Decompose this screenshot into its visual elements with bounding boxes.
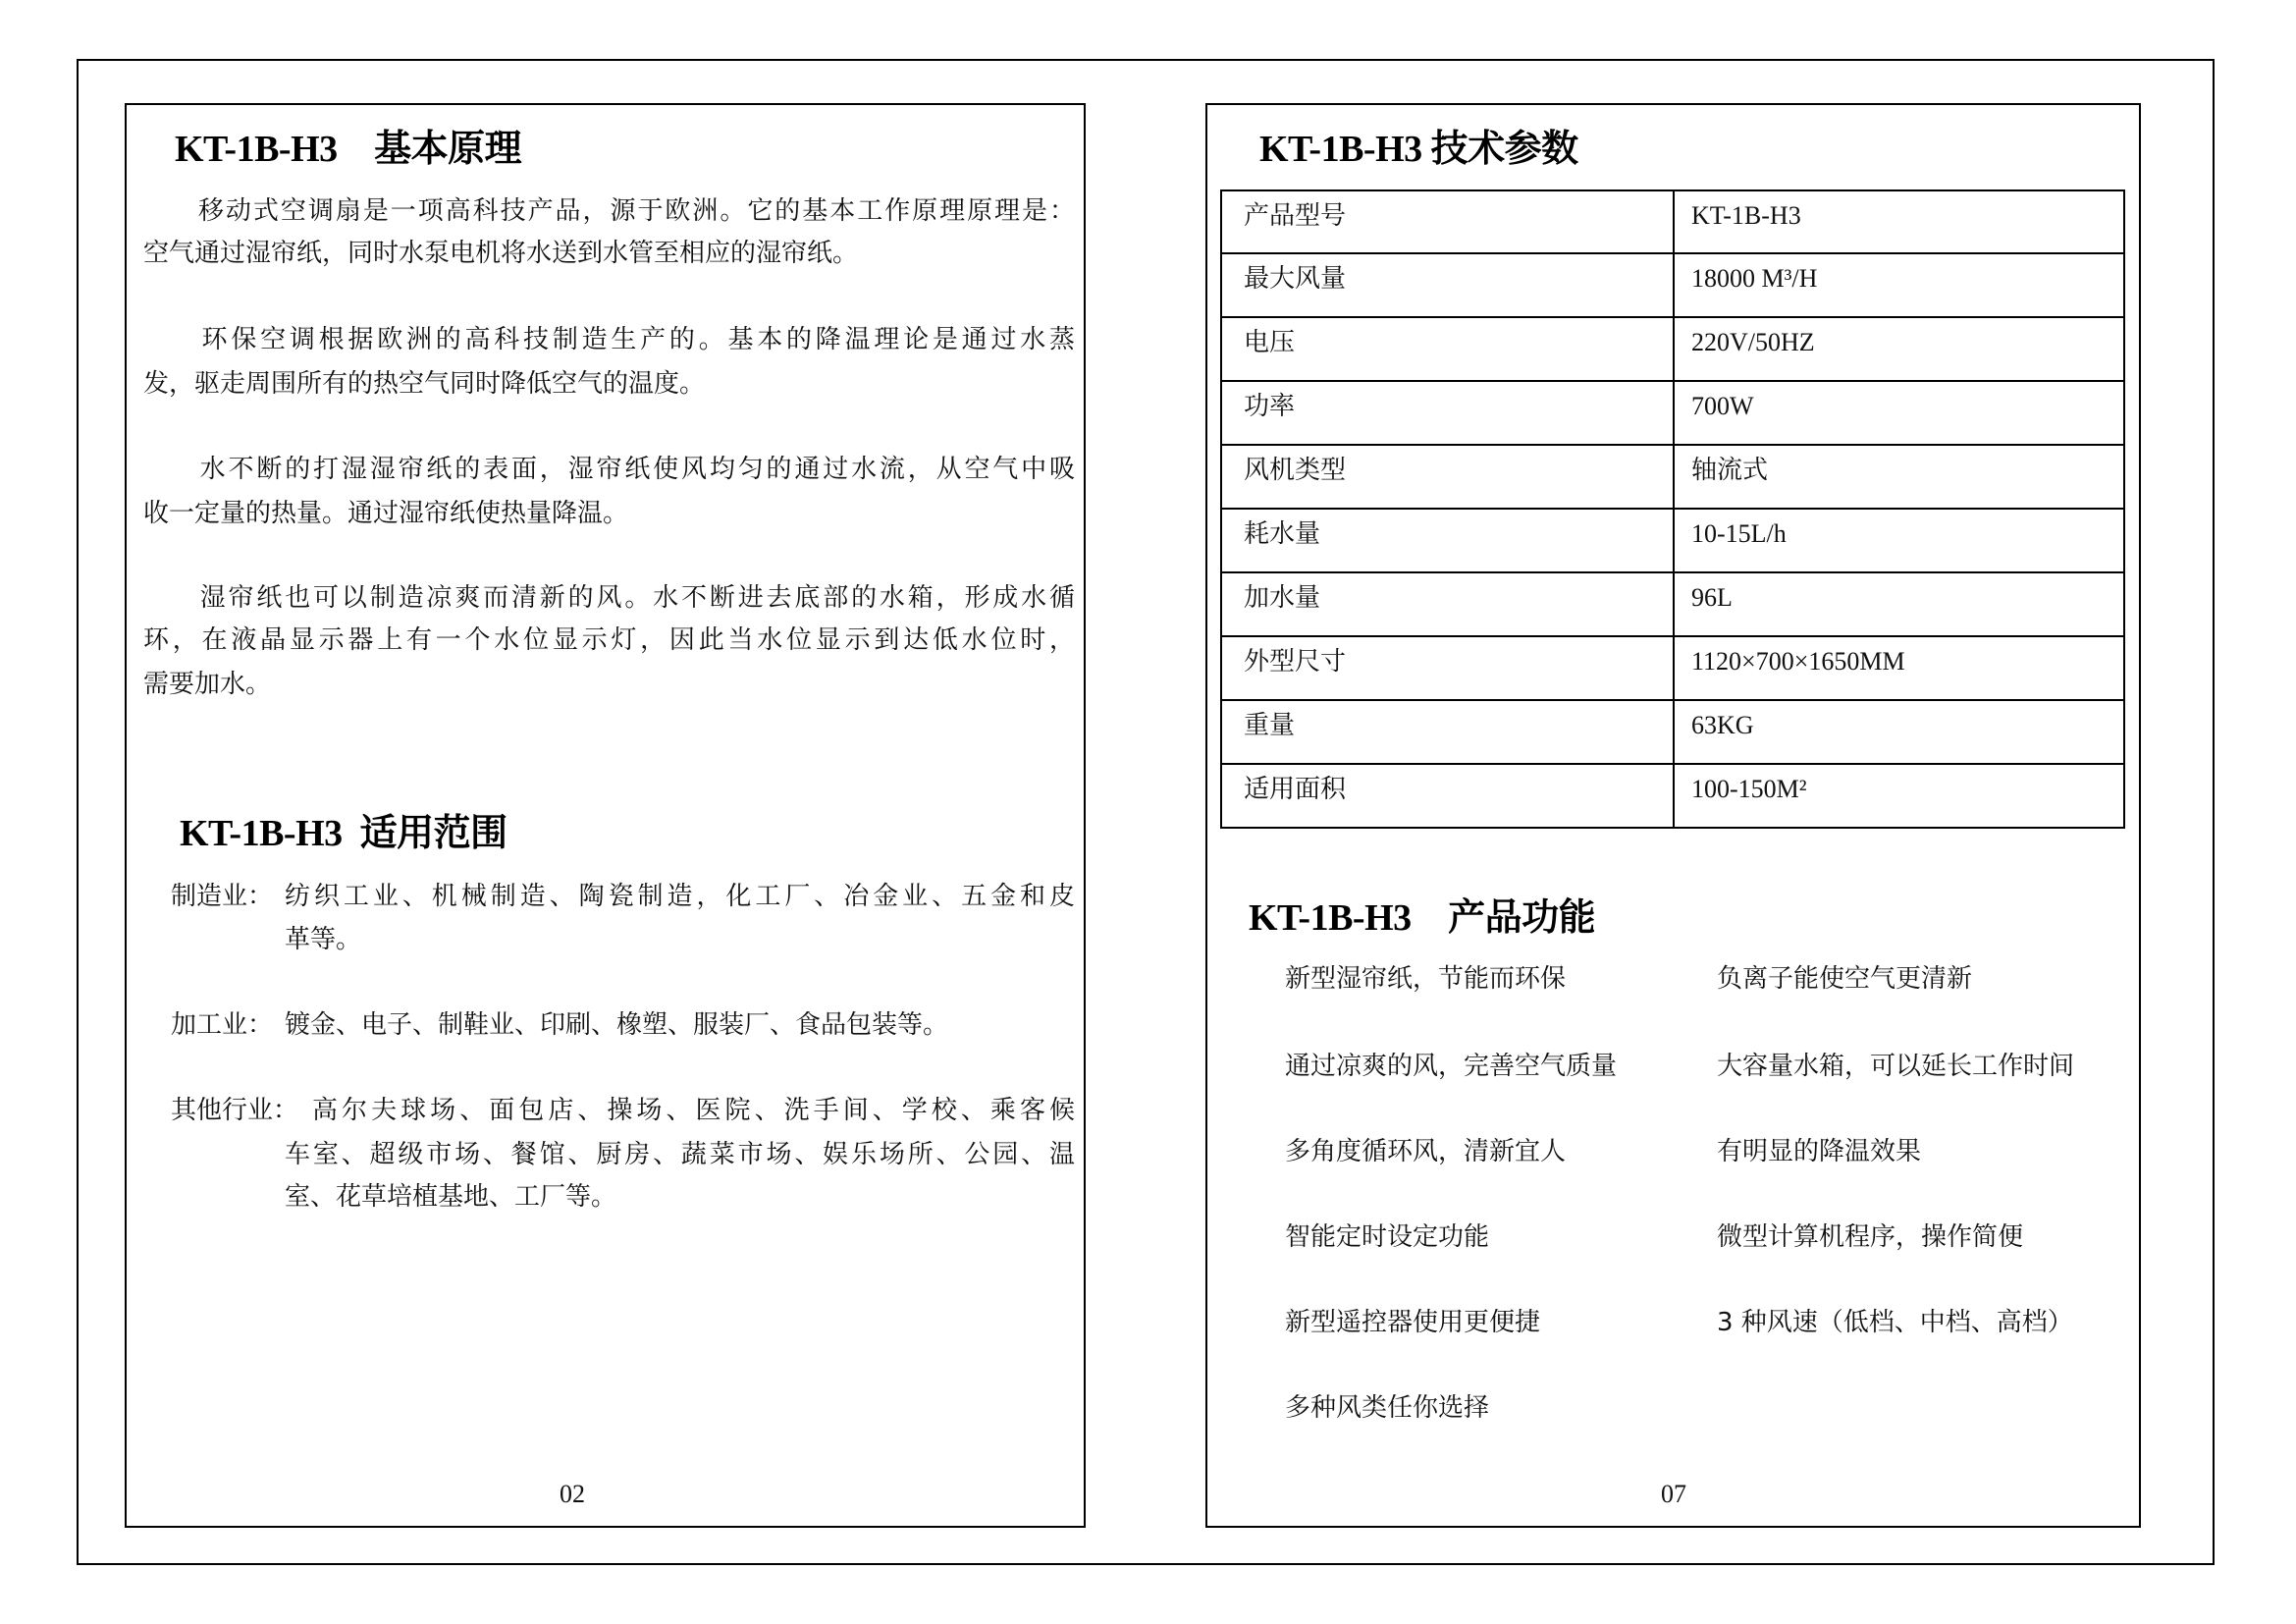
scope-processing-line1: 镀金、电子、制鞋业、印刷、橡塑、服装厂、食品包装等。 [285,1010,949,1040]
specs-label-cell: 重量 [1221,700,1674,764]
specs-label-cell: 最大风量 [1221,253,1674,317]
scope-manufacturing-line2: 革等。 [285,925,362,954]
principle-p2-line1: 环保空调根据欧洲的高科技制造生产的。基本的降温理论是通过水蒸 [143,325,1075,354]
specs-row [1221,253,2124,317]
specs-table [1220,189,2125,829]
scope-label-processing: 加工业： [171,1010,274,1040]
feature-item: 新型遥控器使用更便捷 [1285,1308,1541,1337]
specs-value-cell: KT-1B-H3 [1674,190,2124,253]
principle-p1-line2: 空气通过湿帘纸，同时水泵电机将水送到水管至相应的湿帘纸。 [143,239,859,268]
specs-label-cell: 功率 [1221,381,1674,445]
specs-row [1221,190,2124,253]
scope-manufacturing-line1: 纺织工业、机械制造、陶瓷制造，化工厂、冶金业、五金和皮 [285,882,1075,911]
specs-label-cell: 加水量 [1221,572,1674,636]
scope-other-line2: 车室、超级市场、餐馆、厨房、蔬菜市场、娱乐场所、公园、温 [285,1140,1075,1169]
specs-label-cell: 电压 [1221,317,1674,381]
feature-item: 多种风类任你选择 [1285,1393,1490,1423]
specs-value-cell: 700W [1674,381,2124,445]
specs-row [1221,700,2124,764]
specs-row [1221,572,2124,636]
specs-label-cell: 产品型号 [1221,190,1674,253]
specs-value-cell: 1120×700×1650MM [1674,636,2124,700]
specs-row [1221,317,2124,381]
feature-item: 3 种风速（低档、中档、高档） [1717,1308,2073,1337]
specs-row [1221,445,2124,509]
specs-value-cell: 63KG [1674,700,2124,764]
specs-value-cell: 220V/50HZ [1674,317,2124,381]
principle-title: KT-1B-H3 基本原理 [175,129,522,170]
specs-label-cell: 风机类型 [1221,445,1674,509]
specs-value-cell: 轴流式 [1674,445,2124,509]
page-number-right: 07 [1661,1480,1686,1508]
feature-item: 负离子能使空气更清新 [1717,964,1973,994]
feature-item: 微型计算机程序，操作简便 [1717,1222,2024,1252]
principle-p3-line2: 收一定量的热量。通过湿帘纸使热量降温。 [143,499,629,528]
feature-item: 多角度循环风，清新宜人 [1285,1137,1567,1166]
specs-value-cell: 18000 M³/H [1674,253,2124,317]
principle-p4-line2: 环，在液晶显示器上有一个水位显示灯，因此当水位显示到达低水位时， [143,625,1075,655]
specs-title: KT-1B-H3 技术参数 [1259,129,1578,170]
scope-label-other: 其他行业： [171,1096,299,1125]
principle-p3-line1: 水不断的打湿湿帘纸的表面，湿帘纸使风均匀的通过水流，从空气中吸 [143,455,1075,484]
specs-row [1221,764,2124,828]
scope-label-manufacturing: 制造业： [171,882,274,911]
principle-p1-line1: 移动式空调扇是一项高科技产品，源于欧洲。它的基本工作原理原理是： [143,196,1075,226]
principle-p2-line2: 发，驱走周围所有的热空气同时降低空气的温度。 [143,369,706,399]
specs-row [1221,636,2124,700]
specs-label-cell: 耗水量 [1221,509,1674,572]
feature-item: 大容量水箱，可以延长工作时间 [1717,1052,2075,1081]
scope-other-line3: 室、花草培植基地、工厂等。 [285,1182,617,1212]
feature-item: 智能定时设定功能 [1285,1222,1490,1252]
specs-value-cell: 10-15L/h [1674,509,2124,572]
page-number-left: 02 [560,1480,585,1508]
specs-row [1221,381,2124,445]
feature-item: 有明显的降温效果 [1717,1137,1922,1166]
feature-item: 新型湿帘纸，节能而环保 [1285,964,1567,994]
scope-title: KT-1B-H3 适用范围 [180,813,507,854]
features-title: KT-1B-H3 产品功能 [1249,897,1596,939]
specs-label-cell: 适用面积 [1221,764,1674,828]
scope-other-line1: 高尔夫球场、面包店、操场、医院、洗手间、学校、乘客候 [312,1096,1075,1125]
specs-value-cell: 100-150M² [1674,764,2124,828]
principle-p4-line3: 需要加水。 [143,670,272,699]
specs-row [1221,509,2124,572]
specs-label-cell: 外型尺寸 [1221,636,1674,700]
principle-p4-line1: 湿帘纸也可以制造凉爽而清新的风。水不断进去底部的水箱，形成水循 [143,583,1075,613]
feature-item: 通过凉爽的风，完善空气质量 [1285,1052,1618,1081]
specs-value-cell: 96L [1674,572,2124,636]
